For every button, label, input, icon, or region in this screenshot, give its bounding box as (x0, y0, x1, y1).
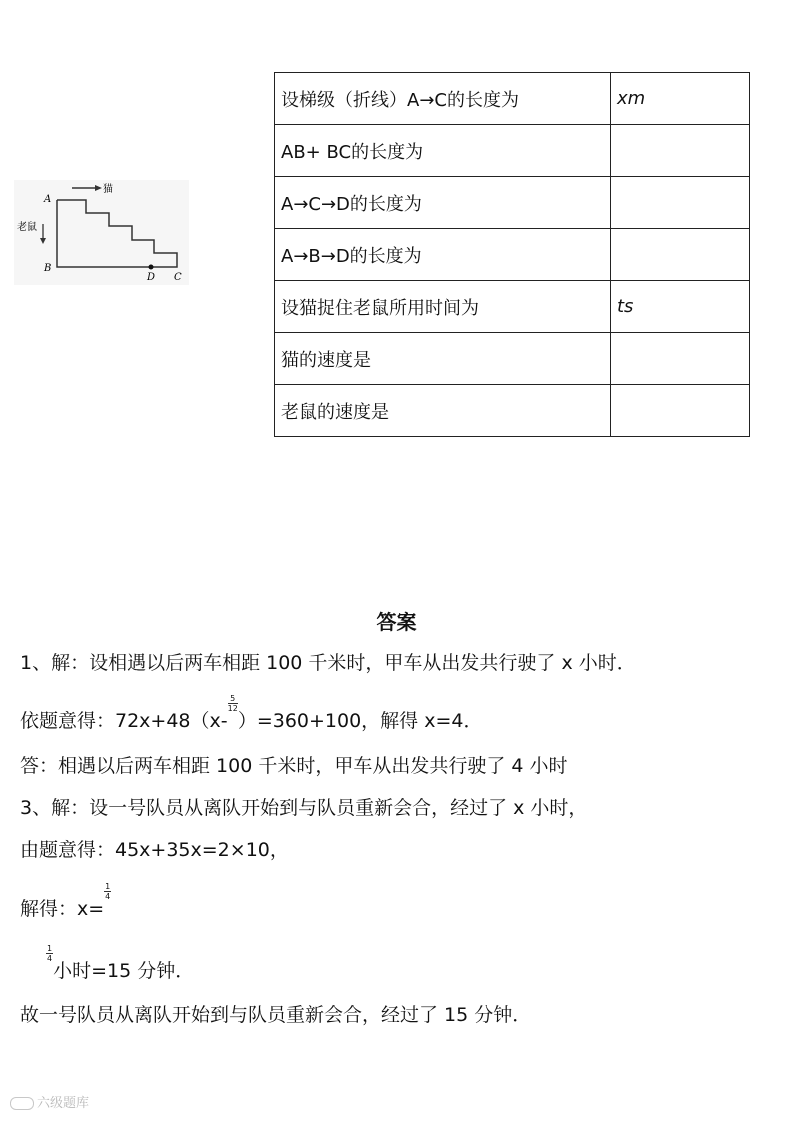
table-cell-label: A→C→D的长度为 (275, 177, 611, 229)
answer-line-8: 故一号队员从离队开始到与队员重新会合，经过了 15 分钟． (20, 1004, 532, 1026)
watermark (10, 1092, 89, 1111)
worksheet-table (274, 72, 750, 437)
table-cell-value: xm (611, 73, 750, 125)
table-cell-label: 老鼠的速度是 (275, 385, 611, 437)
table-row (275, 229, 750, 281)
answer-line-3: 答：相遇以后两车相距 100 千米时，甲车从出发共行驶了 4 小时 (20, 755, 568, 777)
table-cell-value (611, 333, 750, 385)
table-cell-value (611, 385, 750, 437)
table-cell-value: ts (611, 281, 750, 333)
watermark-logo-icon (10, 1097, 34, 1110)
answer-line-7-post: 小时=15 分钟． (53, 960, 195, 982)
table-cell-label: 设梯级（折线）A→C的长度为 (275, 73, 611, 125)
answer-line-4: 3、解：设一号队员从离队开始到与队员重新会合，经过了 x 小时， (20, 797, 588, 819)
table-cell-label: A→B→D的长度为 (275, 229, 611, 281)
answer-line-6-pre: 解得：x= (20, 898, 105, 920)
table-cell-value (611, 229, 750, 281)
table-cell-label: AB+ BC的长度为 (275, 125, 611, 177)
label-d: D (147, 272, 156, 283)
table-row (275, 385, 750, 437)
label-a: A (44, 194, 52, 205)
answer-line-6 (20, 882, 111, 921)
table-cell-label: 猫的速度是 (275, 333, 611, 385)
label-b: B (44, 263, 52, 274)
answer-line-2-pre: 依题意得：72x+48（x- (20, 710, 228, 732)
answer-line-5: 由题意得：45x+35x=2×10， (20, 839, 289, 861)
point-d (149, 265, 154, 270)
table-row (275, 125, 750, 177)
table-row (275, 73, 750, 125)
answer-line-2-post: ）=360+100，解得 x=4． (237, 710, 483, 732)
fraction-5-12: $\frac{5}{12}$ (227, 694, 238, 713)
answer-line-1: 1、解：设相遇以后两车相距 100 千米时，甲车从出发共行驶了 x 小时． (20, 652, 636, 674)
answer-line-7 (46, 944, 195, 983)
cat-label: 猫 (103, 184, 113, 195)
table-row (275, 177, 750, 229)
label-c: C (174, 272, 182, 283)
table-cell-label: 设猫捉住老鼠所用时间为 (275, 281, 611, 333)
watermark-text: 六级题库 (37, 1096, 90, 1111)
table-cell-value (611, 125, 750, 177)
mouse-label: 老鼠 (17, 222, 37, 233)
answer-line-2 (20, 694, 483, 733)
fraction-1-4: $\frac{1}{4}$ (105, 882, 111, 901)
fraction-1-4: $\frac{1}{4}$ (47, 944, 53, 963)
staircase-figure (14, 180, 189, 285)
table-row (275, 281, 750, 333)
table-row (275, 333, 750, 385)
table-cell-value (611, 177, 750, 229)
answer-title: 答案 (376, 610, 417, 634)
